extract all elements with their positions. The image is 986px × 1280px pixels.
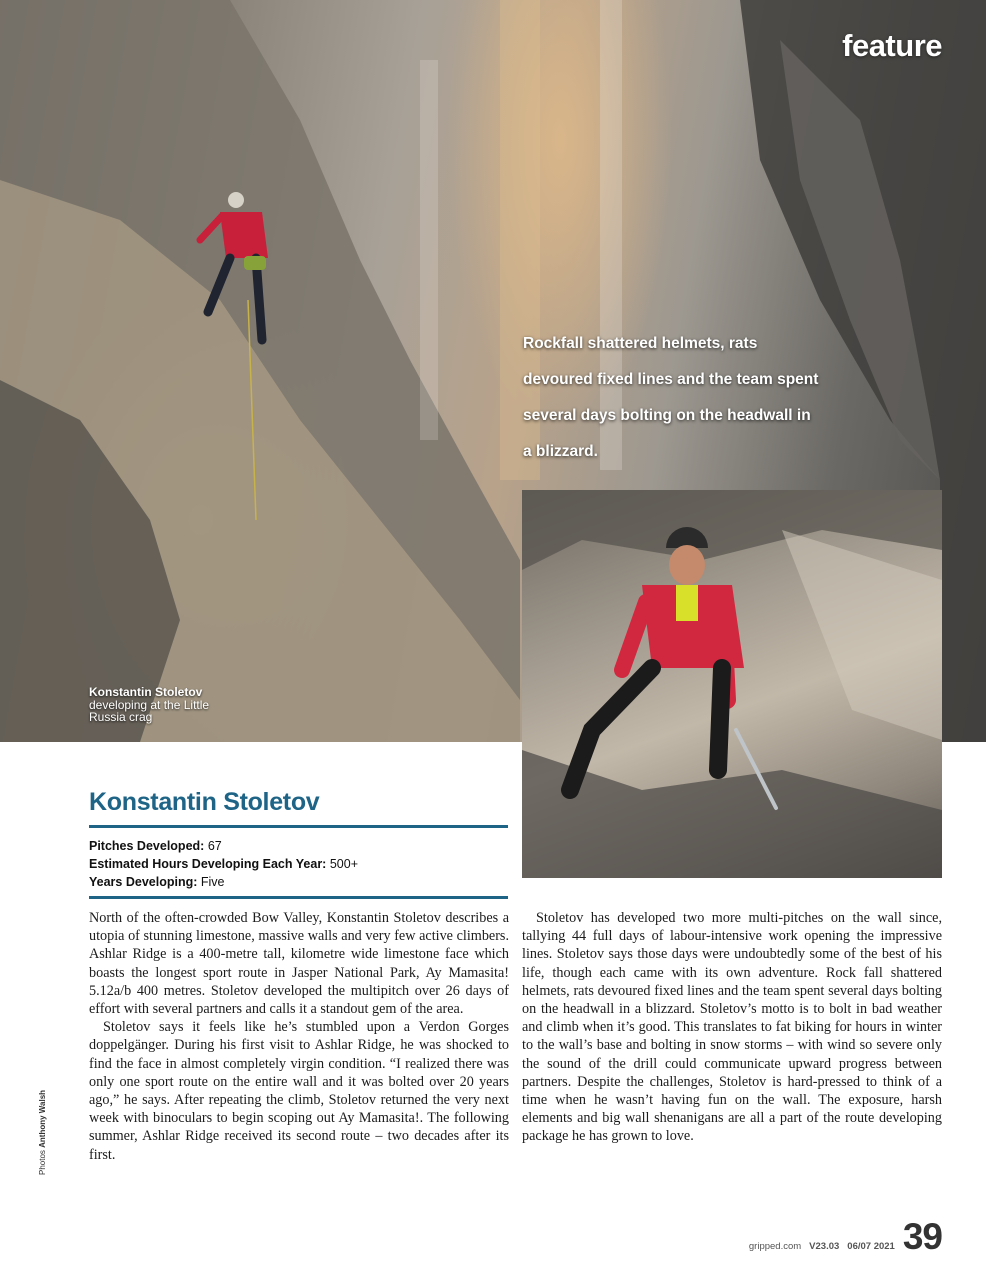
inset-rock-top [522, 490, 942, 570]
page-footer [749, 1216, 942, 1258]
stat-value: 67 [207, 839, 222, 853]
stat-hours [89, 855, 509, 873]
credit-prefix: Photos [38, 1150, 47, 1175]
stat-label: Pitches Developed: [89, 839, 205, 853]
section-tag: feature [842, 28, 942, 63]
stat-years [89, 873, 509, 891]
inset-rock-slab [782, 530, 942, 740]
stat-label: Estimated Hours Developing Each Year: [89, 857, 327, 871]
rock-streak [420, 60, 438, 440]
body-paragraph: North of the often-crowded Bow Valley, Konstantin Stoletov describes a utopia of stunning limestone, massive walls and very few active climbers. Ashlar Ridge is a 400-metre tall, kilometre wide limestone face which boasts the longest sport route in Jasper National Park, Ay Mamasita! 5.12a/b 400 metres. Stoletov developed the multipitch over 26 days of effort with several partners and calls it a standout gem of the area. [89, 910, 509, 1018]
body-column-left [89, 909, 509, 1164]
footer-date: 06/07 2021 [847, 1241, 895, 1252]
profile-stats [89, 837, 509, 891]
credit-name: Anthony Walsh [38, 1089, 47, 1148]
body-column-right [522, 909, 942, 1146]
stat-value: Five [200, 875, 225, 889]
photo-credit [38, 1090, 47, 1175]
photo-caption [89, 686, 239, 724]
profile-name: Konstantin Stoletov [89, 788, 320, 816]
inset-photo [522, 490, 942, 878]
footer-volume: V23.03 [809, 1241, 840, 1252]
pull-quote: Rockfall shattered helmets, rats devoured fixed lines and the team spent several days bolting on the headwall in a blizzard. [523, 335, 819, 460]
body-paragraph: Stoletov has developed two more multi-pitches on the wall since, tallying 44 full days of labour-intensive work opening the impressive lines. Stoletov says those days were undoubtedly some of the best of his life, though each came with its own adventure. Rock fall shattered helmets, rats devoured fixed lines and the team spent several days bolting on the headwall in a blizzard. Stoletov’s motto is to bolt in bad weather and climb when it’s good. This translates to fat biking for hours in winter to the wall’s base and bolting in snow storms – with wind so severe only the sound of the drill could communicate upward progress between partners. Despite the challenges, Stoletov is hard-pressed to think of a time when he wasn’t having fun on the wall. The exposure, harsh elements and big wall shenanigans are all a part of the route developing package he has grown to love. [522, 910, 942, 1145]
inset-climber [570, 527, 776, 808]
profile-divider-bottom [89, 896, 508, 899]
body-paragraph: Stoletov says it feels like he’s stumbled upon a Verdon Gorges doppelgänger. During his first visit to Ashlar Ridge, he was shocked to find the face in almost completely virgin condition. “I realized there was only one sport route on the entire wall and it was bolted over 20 years ago,” he says. After repeating the climb, Stoletov returned the very next week with binoculars to begin scoping out Ay Mamasita!. The following summer, Ashlar Ridge received its second route – two decades after its first. [89, 1019, 509, 1163]
footer-site: gripped.com [748, 1241, 802, 1252]
caption-text: developing at the Little Russia crag [89, 697, 210, 724]
page-number: 39 [902, 1216, 942, 1257]
stat-pitches [89, 837, 509, 855]
stat-label: Years Developing: [89, 875, 198, 889]
profile-divider-top [89, 825, 508, 828]
inset-photo-art [522, 490, 942, 878]
caption-name: Konstantin Stoletov [89, 685, 203, 699]
stat-value: 500+ [329, 857, 358, 871]
